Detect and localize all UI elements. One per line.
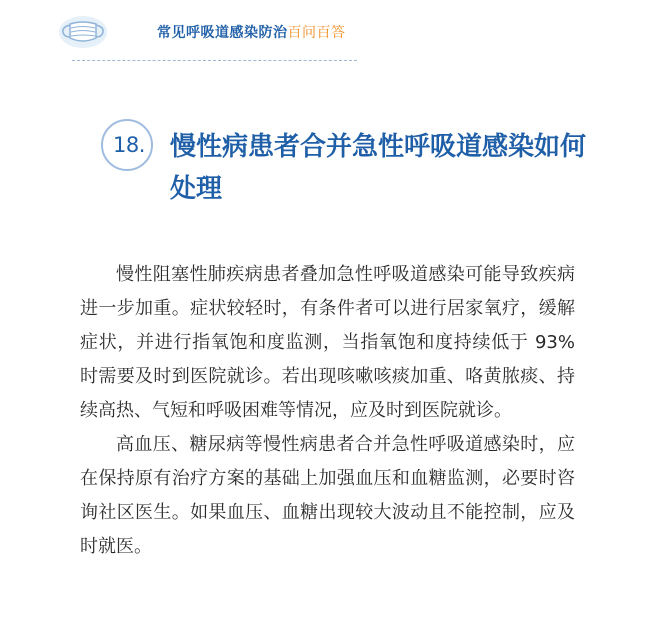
book-title (157, 22, 346, 42)
question-number-badge (101, 119, 153, 171)
book-title-main: 常见呼吸道感染防治 (157, 25, 288, 41)
question-number: 18. (113, 133, 145, 157)
answer-paragraph-2: 高血压、糖尿病等慢性病患者合并急性呼吸道感染时，应在保持原有治疗方案的基础上加强血压和血糖监测，必要时咨询社区医生。如果血压、血糖出现较大波动且不能控制，应及时就医。 (80, 434, 575, 557)
answer-body (80, 258, 575, 564)
running-header (58, 14, 358, 54)
header-divider (72, 60, 357, 61)
book-title-accent: 百问百答 (287, 25, 346, 41)
answer-paragraph-1: 慢性阻塞性肺疾病患者叠加急性呼吸道感染可能导致疾病进一步加重。症状较轻时，有条件者可以进行居家氧疗，缓解症状，并进行指氧饱和度监测，当指氧饱和度持续低于 93% 时需要及时到医院就诊。若出现咳嗽咳痰加重、咯黄脓痰、持续高热、气短和呼吸困难等情况，应及时到医院就诊。 (80, 264, 575, 421)
question-title: 慢性病患者合并急性呼吸道感染如何处理 (170, 132, 587, 204)
face-mask-icon (58, 14, 108, 50)
